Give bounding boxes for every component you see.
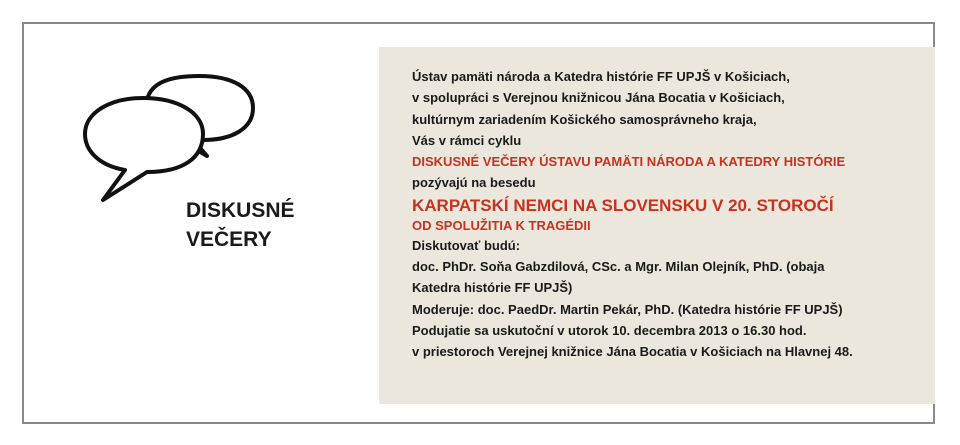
facility-line: kultúrnym zariadením Košického samosprávneho kraja,: [412, 111, 757, 127]
speakers-line-2: Katedra histórie FF UPJŠ): [412, 280, 573, 296]
organizers-line: Ústav pamäti národa a Katedra histórie FF UPJŠ v Košiciach,: [412, 69, 790, 84]
event-subtitle: OD SPOLUŽITIA K TRAGÉDII: [412, 217, 591, 233]
cooperation-line: v spolupráci s Verejnou knižnicou Jána Bocatia v Košiciach,: [412, 90, 785, 106]
invite-line: pozývajú na besedu: [412, 175, 536, 191]
logo-line-1: DISKUSNÉ: [186, 199, 295, 222]
venue-line: v priestoroch Verejnej knižnice Jána Bocatia v Košiciach na Hlavnej 48.: [412, 344, 853, 360]
event-title: KARPATSKÍ NEMCI NA SLOVENSKU V 20. STOROČÍ: [412, 195, 834, 215]
invitation-text: [412, 66, 922, 363]
series-logo-text: [186, 196, 295, 254]
date-line: Podujatie sa uskutoční v utorok 10. decembra 2013 o 16.30 hod.: [412, 322, 807, 338]
speakers-heading: Diskutovať budú:: [412, 237, 521, 253]
series-intro-line: Vás v rámci cyklu: [412, 132, 522, 148]
moderator-line: Moderuje: doc. PaedDr. Martin Pekár, PhD. (Katedra histórie FF UPJŠ): [412, 301, 843, 317]
series-name: DISKUSNÉ VEČERY ÚSTAVU PAMÄTI NÁRODA A KATEDRY HISTÓRIE: [412, 154, 846, 170]
speakers-line-1: doc. PhDr. Soňa Gabzdilová, CSc. a Mgr. Milan Olejník, PhD. (obaja: [412, 259, 825, 275]
logo-line-2: VEČERY: [186, 228, 272, 251]
